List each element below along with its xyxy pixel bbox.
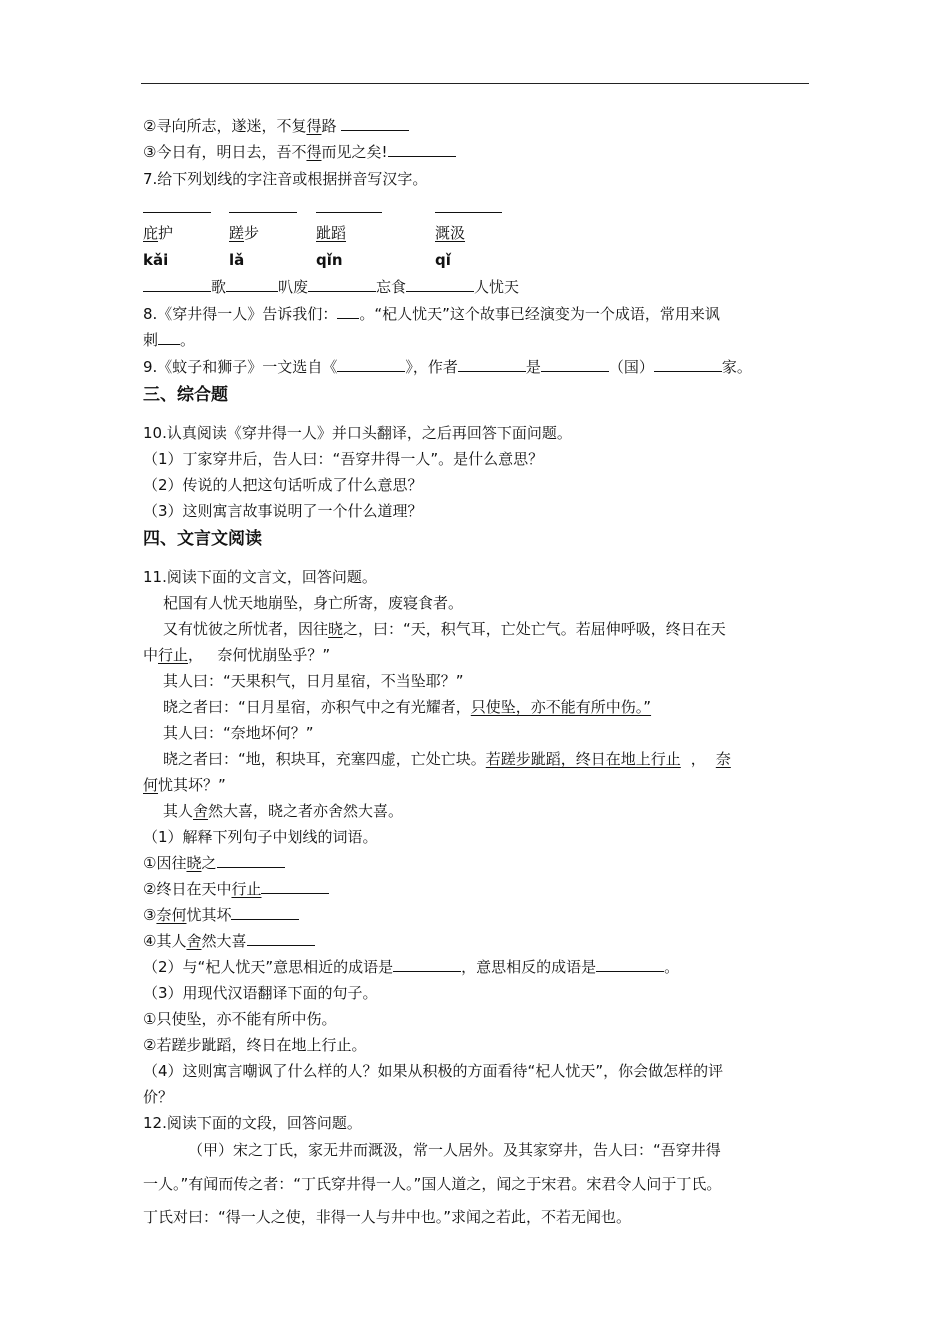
q6-item-3: ③今日有，明日去，吾不得而见之矣!	[143, 142, 456, 162]
q10-sub-1: （1）丁家穿井后，告人曰：“吾穿井得一人”。是什么意思？	[143, 450, 544, 468]
q11-passage-2: 又有忧彼之所忧者，因往晓之，曰：“天，积气耳，亡处亡气。若屈伸呼吸，终日在天	[163, 620, 726, 638]
q12-passage-1: （甲）宋之丁氏，家无井而溉汲，常一人居外。及其家穿井，告人曰：“吾穿井得	[188, 1141, 721, 1159]
q7-word-1: 庇护	[143, 224, 174, 242]
q11-sub-1: （1）解释下列句子中划线的词语。	[143, 828, 378, 846]
q11-translate-2: ②若蹉步跐蹈，终日在地上行止。	[143, 1036, 367, 1054]
section-heading-4: 四、文言文阅读	[143, 529, 262, 549]
q11-passage-6: 其人曰：“奈地坏何？”	[163, 724, 314, 742]
q11-passage-3: 中行止， 奈何忧崩坠乎？”	[143, 646, 331, 664]
q11-passage-7: 晓之者曰：“地，积块耳，充塞四虚，亡处亡块。若蹉步跐蹈，终日在地上行止 ， 奈	[163, 750, 731, 768]
q11-sub-4-line2: 价？	[143, 1088, 174, 1106]
answer-blank[interactable]	[541, 357, 609, 372]
pinyin-blank-4[interactable]	[435, 212, 502, 213]
answer-blank[interactable]	[596, 957, 664, 972]
q7-pinyin-1: kǎi	[143, 251, 169, 269]
answer-blank[interactable]	[308, 277, 376, 292]
q11-passage-4: 其人曰：“天果积气，日月星宿，不当坠耶？”	[163, 672, 464, 690]
q11-explain-2: ②终日在天中行止	[143, 879, 329, 899]
q9-line: 9.《蚊子和狮子》一文选自《 》，作者 是 （国） 家。	[143, 358, 752, 376]
answer-blank[interactable]	[406, 277, 474, 292]
section-heading-3: 三、综合题	[143, 385, 228, 405]
answer-blank[interactable]	[217, 853, 285, 868]
q6-item-2: ②寻向所志，遂迷，不复得路	[143, 116, 409, 136]
q11-sub-3: （3）用现代汉语翻译下面的句子。	[143, 984, 378, 1002]
q11-explain-4: ④其人舍然大喜	[143, 931, 315, 951]
q11-prompt: 11.阅读下面的文言文，回答问题。	[143, 568, 377, 586]
q10-sub-3: （3）这则寓言故事说明了一个什么道理？	[143, 502, 423, 520]
q11-passage-8: 何忧其坏？”	[143, 776, 226, 794]
q7-word-3: 跐蹈	[316, 224, 347, 242]
answer-blank[interactable]	[231, 905, 299, 920]
q7-prompt: 7.给下列划线的字注音或根据拼音写汉字。	[143, 170, 428, 188]
q11-passage-5: 晓之者曰：“日月星宿，亦积气中之有光耀者，只使坠，亦不能有所中伤。”	[163, 698, 652, 716]
pinyin-blank-1[interactable]	[143, 212, 211, 213]
q11-explain-3: ③奈何忧其坏	[143, 905, 299, 925]
answer-blank[interactable]	[337, 357, 405, 372]
answer-blank[interactable]	[337, 304, 359, 319]
q10-prompt: 10.认真阅读《穿井得一人》并口头翻译，之后再回答下面问题。	[143, 424, 572, 442]
answer-blank[interactable]	[261, 879, 329, 894]
q8-line-1: 8.《穿井得一人》告诉我们： 。“杞人忧天”这个故事已经演变为一个成语，常用来讽	[143, 305, 720, 323]
pinyin-blank-2[interactable]	[229, 212, 297, 213]
answer-blank[interactable]	[226, 277, 278, 292]
answer-blank[interactable]	[247, 931, 315, 946]
answer-blank[interactable]	[458, 357, 526, 372]
q11-passage-9: 其人舍然大喜，晓之者亦舍然大喜。	[163, 802, 404, 820]
q12-passage-3: 丁氏对曰：“得一人之使，非得一人与井中也。”求闻之若此，不若无闻也。	[143, 1208, 632, 1226]
q7-word-2: 蹉步	[229, 224, 260, 242]
q11-passage-1: 杞国有人忧天地崩坠，身亡所寄，废寝食者。	[163, 594, 464, 612]
q7-word-4: 溉汲	[435, 224, 466, 242]
q11-explain-1: ①因往晓之	[143, 853, 285, 873]
answer-blank[interactable]	[341, 116, 409, 131]
q11-translate-1: ①只使坠，亦不能有所中伤。	[143, 1010, 337, 1028]
q12-prompt: 12.阅读下面的文段，回答问题。	[143, 1114, 362, 1132]
q7-fill-row: 歌 叭废 忘食 人忧天	[143, 277, 519, 297]
q11-sub-2: （2）与“杞人忧天”意思相近的成语是 ，意思相反的成语是 。	[143, 958, 680, 976]
answer-blank[interactable]	[388, 142, 456, 157]
answer-blank[interactable]	[143, 277, 211, 292]
answer-blank[interactable]	[158, 330, 180, 345]
q7-pinyin-4: qǐ	[435, 251, 451, 269]
q11-sub-4-line1: （4）这则寓言嘲讽了什么样的人？如果从积极的方面看待“杞人忧天”，你会做怎样的评	[143, 1062, 724, 1080]
q8-line-2: 刺 。	[143, 331, 196, 349]
q12-passage-2: 一人。”有闻而传之者：“丁氏穿井得一人。”国人道之，闻之于宋君。宋君令人问于丁氏。	[143, 1175, 722, 1193]
pinyin-blank-3[interactable]	[316, 212, 382, 213]
q10-sub-2: （2）传说的人把这句话听成了什么意思？	[143, 476, 423, 494]
q7-pinyin-3: qǐn	[316, 251, 343, 269]
header-rule	[141, 83, 809, 84]
answer-blank[interactable]	[654, 357, 722, 372]
q7-pinyin-2: lǎ	[229, 251, 245, 269]
answer-blank[interactable]	[393, 957, 461, 972]
